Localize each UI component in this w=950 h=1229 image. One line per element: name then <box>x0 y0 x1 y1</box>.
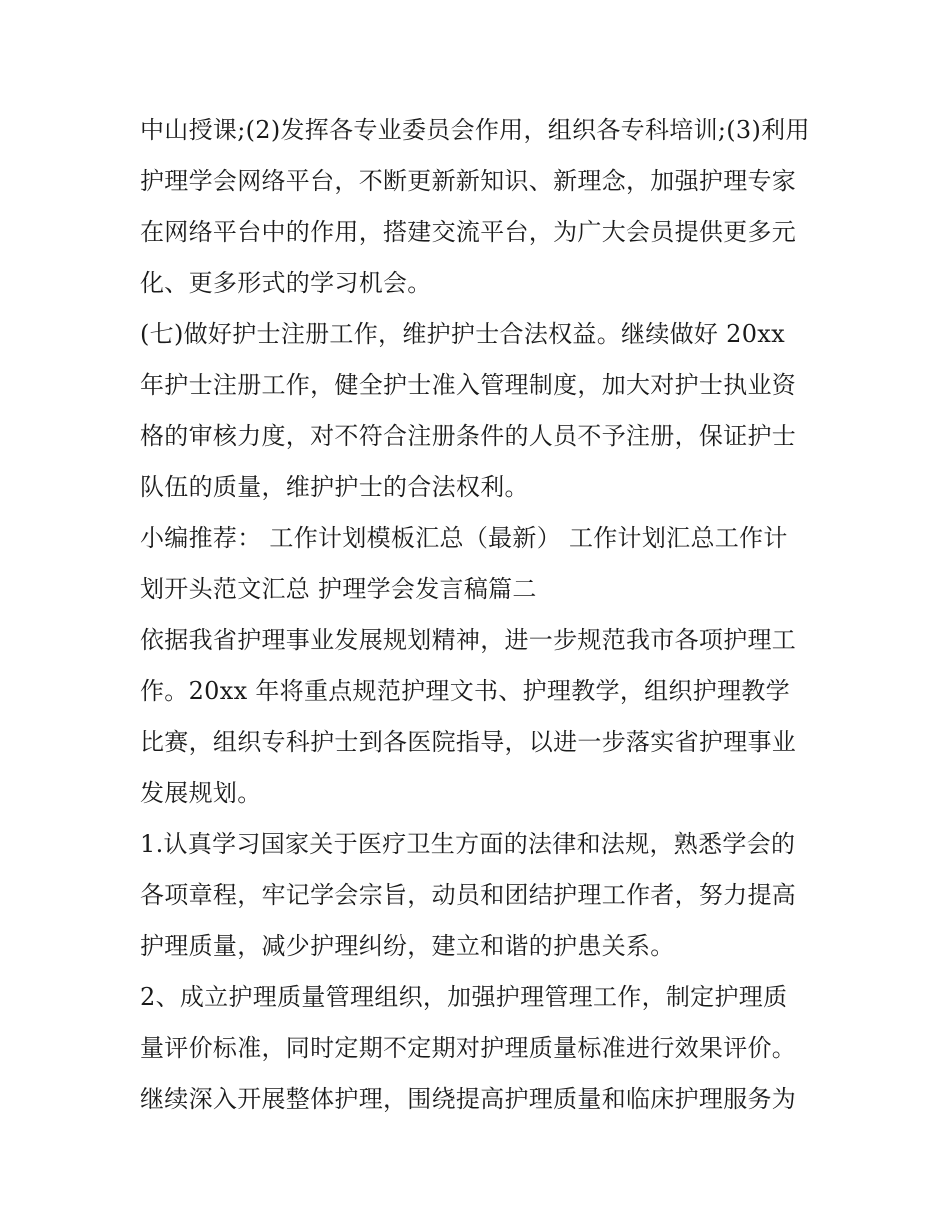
text-line: 划开头范文汇总 护理学会发言稿篇二 <box>140 575 537 603</box>
text-line: 2、成立护理质量管理组织，加强护理管理工作，制定护理质 <box>140 983 788 1011</box>
text-line: 格的审核力度，对不符合注册条件的人员不予注册，保证护士 <box>140 422 797 450</box>
text-line: 作。20xx 年将重点规范护理文书、护理教学，组织护理教学 <box>140 677 790 705</box>
text-line: 年护士注册工作，健全护士准入管理制度，加大对护士执业资 <box>140 371 797 399</box>
text-line: 小编推荐： 工作计划模板汇总（最新） 工作计划汇总工作计 <box>140 524 788 552</box>
text-line: 继续深入开展整体护理，围绕提高护理质量和临床护理服务为 <box>140 1085 797 1113</box>
text-line: (七)做好护士注册工作，维护护士合法权益。继续做好 20xx <box>140 320 785 348</box>
text-line: 发展规划。 <box>140 779 262 807</box>
text-line: 护理质量，减少护理纠纷，建立和谐的护患关系。 <box>140 932 675 960</box>
text-line: 量评价标准，同时定期不定期对护理质量标准进行效果评价。 <box>140 1034 797 1062</box>
text-line: 化、更多形式的学习机会。 <box>140 269 432 297</box>
text-line: 比赛，组织专科护士到各医院指导，以进一步落实省护理事业 <box>140 728 797 756</box>
text-line: 各项章程，牢记学会宗旨，动员和团结护理工作者，努力提高 <box>140 881 797 909</box>
text-line: 队伍的质量，维护护士的合法权利。 <box>140 473 529 501</box>
text-line: 护理学会网络平台，不断更新新知识、新理念，加强护理专家 <box>140 167 797 195</box>
text-line: 在网络平台中的作用，搭建交流平台，为广大会员提供更多元 <box>140 218 797 246</box>
document-body <box>140 105 820 1125</box>
text-line: 中山授课;(2)发挥各专业委员会作用，组织各专科培训;(3)利用 <box>140 116 810 144</box>
text-line: 1.认真学习国家关于医疗卫生方面的法律和法规，熟悉学会的 <box>140 830 796 858</box>
text-line: 依据我省护理事业发展规划精神，进一步规范我市各项护理工 <box>140 626 797 654</box>
